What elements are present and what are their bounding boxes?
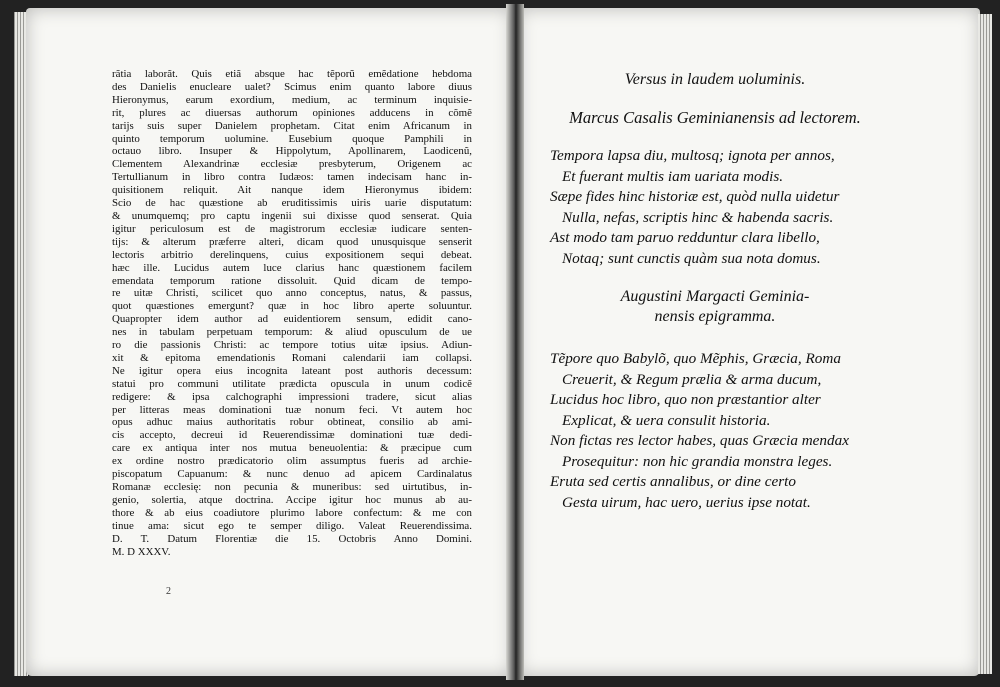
text-line: rit, plures ac diuersas authorum opiniones adducens in cõmẽ xyxy=(112,106,472,119)
text-line: redigere: & ipsa calchographi impressioni tradere, sicut alias xyxy=(112,390,472,403)
verse-line: Explicat, & uera consulit historia. xyxy=(562,411,771,429)
text-line: piscopatum Capuanum: & nunc denuo ad apicem Cardinalatus xyxy=(112,468,472,481)
text-line: lectoris arbitrio derelinquens, cuius expositionem sequi debeat. xyxy=(112,248,472,261)
verse-line: Non fictas res lector habes, quas Græcia mendax xyxy=(550,432,849,449)
text-line: per litteras meas dominationi tuæ nonum feci. Vt autem hoc xyxy=(112,403,472,416)
verse-line: Prosequitur: non hic grandia monstra leges. xyxy=(562,452,833,470)
poem2-heading-line2: nensis epigramma. xyxy=(654,308,776,325)
text-line: des Danielis enucleare ualet? Scimus enim quanto labore diuus xyxy=(112,80,472,93)
text-line: Hieronymus, earum exordium, medium, ac terminum inquisie- xyxy=(112,93,472,106)
verse-line: Eruta sed certis annalibus, or dine certo xyxy=(550,473,796,490)
verse-line: Gesta uirum, hac uero, uerius ipse notat. xyxy=(562,493,811,511)
text-line: quinto temporum uolumine. Eusebium quoque Pamphili in xyxy=(112,132,472,145)
verse-line: Nulla, nefas, scriptis hinc & habenda sacris. xyxy=(562,208,834,226)
verse-line: Tempora lapsa diu, multosq; ignota per annos, xyxy=(550,147,835,164)
verse-line: Creuerit, & Regum prælia & arma ducum, xyxy=(562,370,822,388)
text-line: statui pro communi utilitate prædicta opuscula in unum codicẽ xyxy=(112,377,472,390)
text-line: tarijs suis super Danielem prophetam. Citat enim Africanum in xyxy=(112,119,472,132)
show-through-decoration xyxy=(905,330,965,530)
text-line: emendata temporum ratione dissoluit. Quid dicam de tempo- xyxy=(112,274,472,287)
text-line: cis accepto, decreui id Reuerendissimæ dominationi tuæ dedi- xyxy=(112,429,472,442)
verse-line: Lucidus hoc libro, quo non præstantior alter xyxy=(550,391,821,408)
text-line: quisitionem reliquit. Ait nanque idem Hieronymus ibidem: xyxy=(112,184,472,197)
text-line: tijs: & alterum præferre alteri, dicam quod unusquisque senserit xyxy=(112,235,472,248)
verse-line: Ast modo tam paruo redduntur clara libello, xyxy=(550,229,820,246)
poem1-stanza xyxy=(550,146,880,269)
text-line: D. T. Datum Florentiæ die 15. Octobris Anno Domini. xyxy=(112,532,472,545)
text-line: care ex antiqua inter nos mutua beneuolentia: & præcipue cum xyxy=(112,442,472,455)
text-line: quot quæstiones emergunt? quæ in hoc libro aperte soluuntur. xyxy=(112,300,472,313)
text-line: genio, solertia, atque doctrina. Accipe igitur hoc munus ab au- xyxy=(112,493,472,506)
right-page-edges xyxy=(978,14,992,674)
signature-mark: 2 xyxy=(166,586,171,597)
text-line: Romanæ ecclesię: non pecunia & muneribus: sed uirtutibus, in- xyxy=(112,481,472,493)
text-line: Tertullianum in libro contra Iudæos: tamen indecisam hanc in- xyxy=(112,171,472,184)
text-line: xit & epitoma emendationis Romani calendarii iam collapsi. xyxy=(112,351,472,364)
verse-section xyxy=(550,70,880,513)
dedication-text xyxy=(112,68,472,558)
verse-line: Notaq; sunt cunctis quàm sua nota domus. xyxy=(562,249,821,267)
text-line: Quapropter idem author ad euidentiorem sensum, edidit cano- xyxy=(112,313,472,326)
text-line: rãtia laborãt. Quis etiã absque hac tẽporũ emẽdatione hebdoma xyxy=(112,68,472,80)
verse-title: Versus in laudem uoluminis. xyxy=(624,71,806,88)
text-line: hæc ille. Lucidus autem luce clarius hanc quæstionem facilem xyxy=(112,261,472,274)
verse-line: Sæpe fides hinc historiæ est, quòd nulla uidetur xyxy=(550,188,840,205)
text-line: re uitæ Christi, scilicet quo anno conceptus, natus, & passus, xyxy=(112,287,472,300)
text-line: Scio de hac quæstione ab eruditissimis uiris uarie disputatum: xyxy=(112,197,472,210)
book-gutter xyxy=(506,4,524,680)
text-line: ex ordine nostro prædicatorio olim assumptus fueris ad archie- xyxy=(112,455,472,468)
verse-line: Et fuerant multis iam uariata modis. xyxy=(562,167,784,185)
text-line: Ne igitur opera eius incognita lateant post authoris decessum: xyxy=(112,364,472,377)
text-line: tinue ama: sicut ego te semper diligo. Valeat Reuerendissima. xyxy=(112,519,472,532)
text-line: M. D XXXV. xyxy=(112,545,171,558)
text-line: Clementem Alexandrinæ ecclesiæ presbyterum, Origenem ac xyxy=(112,158,472,171)
text-line: opus adhuc maius authoritatis robur obtineat, consilio ab ami- xyxy=(112,416,472,429)
text-line: igitur periculosum est de magistrorum ecclesiæ iudicare senten- xyxy=(112,222,472,235)
text-line: nes in tabulam perpetuam temporum: & aliud opusculum de ue xyxy=(112,326,472,339)
text-line: & unumquemq; pro captu ingenii sui dixisse quod senserat. Quia xyxy=(112,209,472,222)
text-line: thore & ab eius coadiutore plurimo labore confectum: & me con xyxy=(112,506,472,519)
text-line: octauo libro. Insuper & Hippolytum, Apollinarem, Laodicenũ, xyxy=(112,145,472,158)
verse-line: Tẽpore quo Babylõ, quo Mẽphis, Græcia, Roma xyxy=(550,350,841,367)
poem1-heading: Marcus Casalis Geminianensis ad lectorem. xyxy=(569,108,861,127)
text-line: ro die passionis Christi: ac tempore totius uitæ ipsius. Adiun- xyxy=(112,339,472,352)
poem2-heading-line1: Augustini Margacti Geminia- xyxy=(620,288,810,305)
poem2-stanza xyxy=(550,349,880,513)
